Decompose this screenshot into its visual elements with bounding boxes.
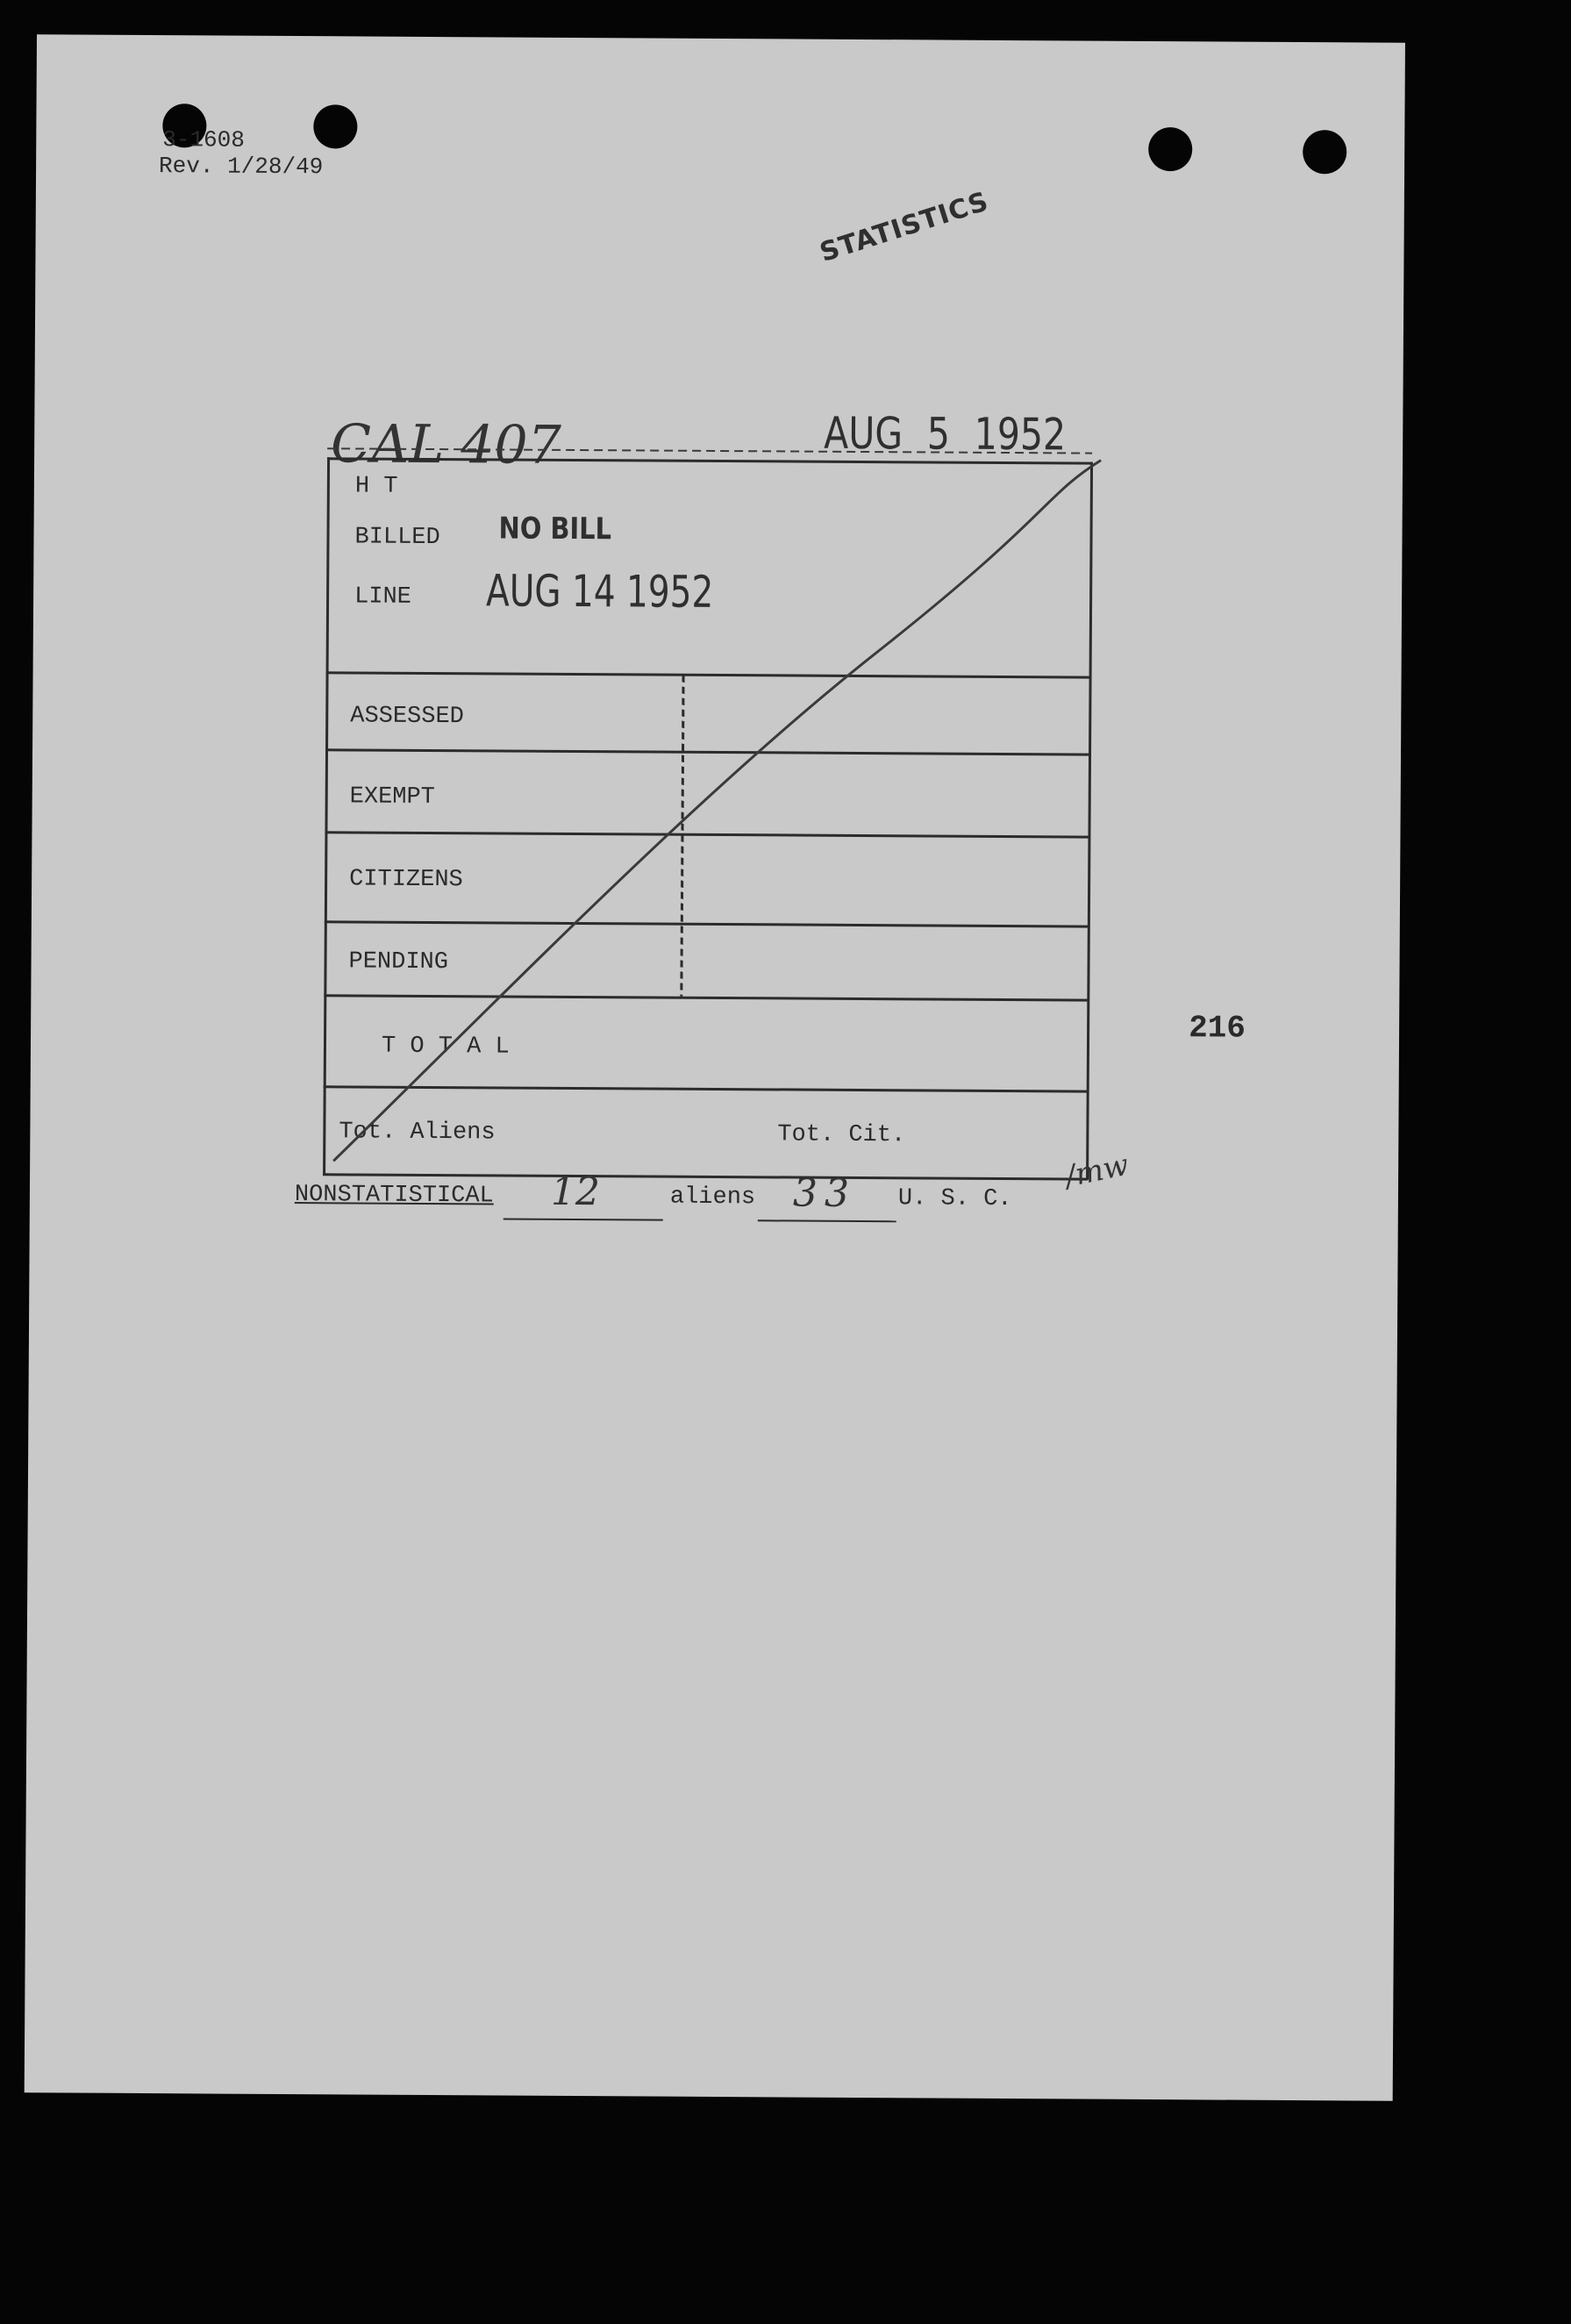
row-label-pending: PENDING xyxy=(348,948,449,976)
tot-aliens-label: Tot. Aliens xyxy=(339,1119,496,1147)
nonstatistical-usc-label: U. S. C. xyxy=(897,1185,1012,1213)
statistics-stamp: STATISTICS xyxy=(816,186,993,269)
form-number: 3-1608 xyxy=(162,126,245,154)
row-label-line: LINE xyxy=(354,583,412,611)
nonstatistical-aliens-value: 12 xyxy=(550,1169,601,1215)
row-label-ht: H T xyxy=(354,473,398,500)
date-stamp: AUG 5 1952 xyxy=(824,407,1067,461)
row-label-exempt: EXEMPT xyxy=(349,783,436,812)
page-number: 216 xyxy=(1188,1010,1246,1047)
line-date-stamp: AUG 14 1952 xyxy=(485,565,714,618)
nonstatistical-aliens-label: aliens xyxy=(669,1183,756,1212)
initials: /mw xyxy=(1061,1147,1132,1195)
row-label-citizens: CITIZENS xyxy=(349,866,463,894)
no-bill-stamp: NO BILL xyxy=(498,511,612,547)
nonstatistical-label: NONSTATISTICAL xyxy=(294,1182,494,1210)
form-revision: Rev. 1/28/49 xyxy=(159,153,324,181)
case-reference: CAL 407 xyxy=(330,413,562,476)
tot-cit-label: Tot. Cit. xyxy=(777,1121,906,1149)
row-label-assessed: ASSESSED xyxy=(350,703,464,731)
total-label: T O T A L xyxy=(381,1033,510,1061)
row-label-billed: BILLED xyxy=(354,524,440,552)
cancellation-stroke xyxy=(25,34,1405,2100)
nonstatistical-usc-value: 33 xyxy=(792,1170,857,1216)
document-page xyxy=(25,34,1405,2100)
